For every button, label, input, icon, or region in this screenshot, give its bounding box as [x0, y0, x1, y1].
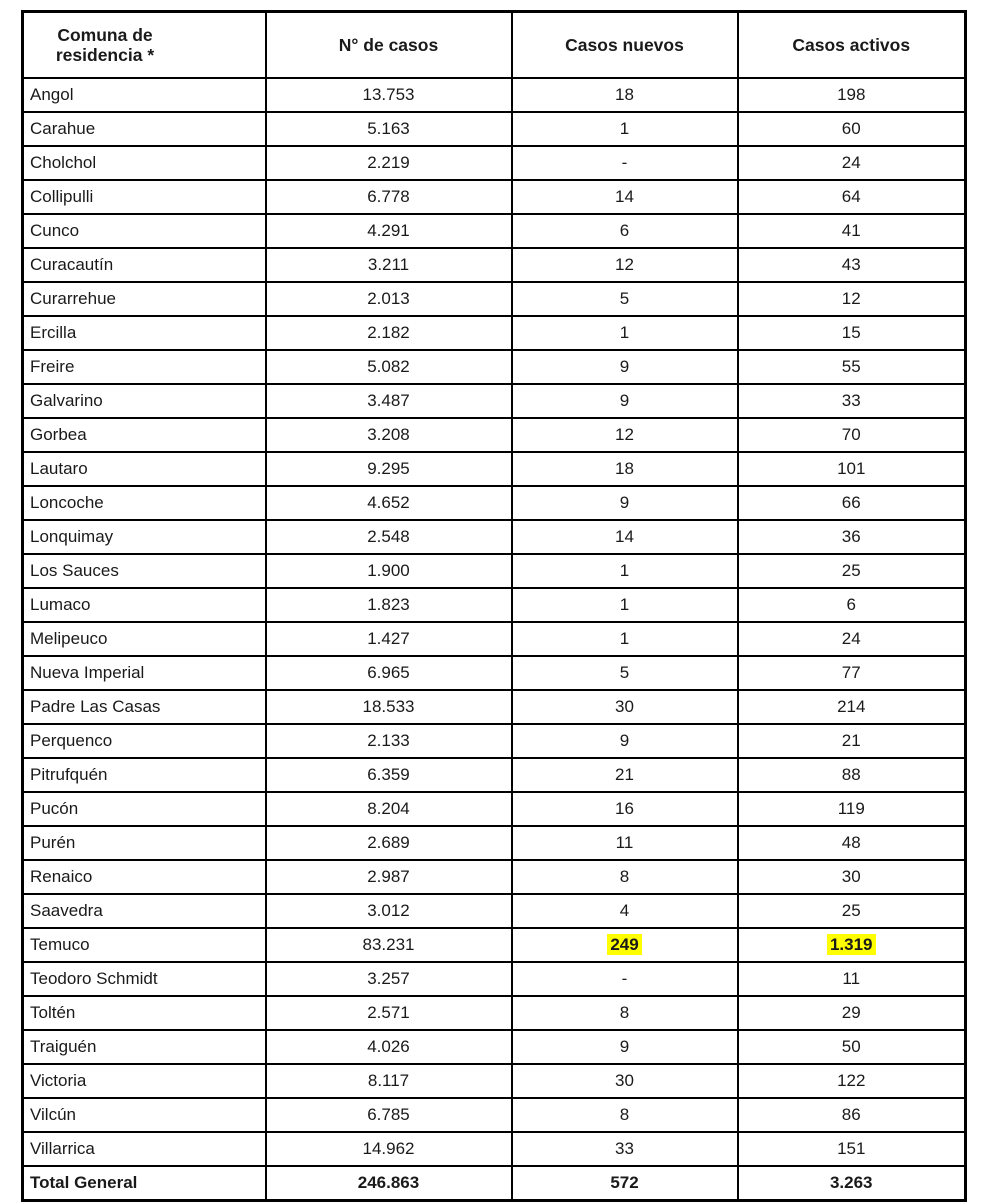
- cases-table-container: [21, 10, 967, 1202]
- cell-activos: 25: [738, 894, 966, 928]
- cell-nuevos: 9: [512, 350, 738, 384]
- table-row: [23, 1064, 966, 1098]
- cell-comuna: Padre Las Casas: [23, 690, 266, 724]
- cell-comuna: Melipeuco: [23, 622, 266, 656]
- cell-nuevos: 11: [512, 826, 738, 860]
- cell-nuevos: 6: [512, 214, 738, 248]
- cell-comuna: Villarrica: [23, 1132, 266, 1166]
- cell-comuna: Lonquimay: [23, 520, 266, 554]
- table-row: [23, 180, 966, 214]
- cell-nuevos: 21: [512, 758, 738, 792]
- cell-activos: 29: [738, 996, 966, 1030]
- cell-casos: 5.163: [266, 112, 512, 146]
- cell-nuevos: -: [512, 962, 738, 996]
- table-row: [23, 350, 966, 384]
- header-casos-activos: Casos activos: [738, 12, 966, 79]
- table-row: [23, 214, 966, 248]
- table-row: [23, 452, 966, 486]
- cell-casos: 3.211: [266, 248, 512, 282]
- table-row: [23, 860, 966, 894]
- cell-comuna: Collipulli: [23, 180, 266, 214]
- cell-activos: 33: [738, 384, 966, 418]
- cell-nuevos: 5: [512, 282, 738, 316]
- cell-nuevos: 12: [512, 418, 738, 452]
- cell-casos: 2.987: [266, 860, 512, 894]
- cell-comuna: Nueva Imperial: [23, 656, 266, 690]
- cell-activos: 48: [738, 826, 966, 860]
- cell-comuna: Temuco: [23, 928, 266, 962]
- cell-casos: 3.208: [266, 418, 512, 452]
- total-label: Total General: [23, 1166, 266, 1201]
- table-row: [23, 316, 966, 350]
- cell-comuna: Cunco: [23, 214, 266, 248]
- cell-casos: 3.487: [266, 384, 512, 418]
- cell-casos: 2.548: [266, 520, 512, 554]
- cell-activos: 36: [738, 520, 966, 554]
- table-row: [23, 826, 966, 860]
- cell-activos: 64: [738, 180, 966, 214]
- cell-activos: 122: [738, 1064, 966, 1098]
- cell-activos: 24: [738, 146, 966, 180]
- cell-casos: 3.012: [266, 894, 512, 928]
- cell-comuna: Loncoche: [23, 486, 266, 520]
- cell-casos: 6.965: [266, 656, 512, 690]
- cell-nuevos: 30: [512, 1064, 738, 1098]
- cell-nuevos: 9: [512, 724, 738, 758]
- cell-casos: 8.117: [266, 1064, 512, 1098]
- cell-casos: 13.753: [266, 78, 512, 112]
- cell-nuevos: 14: [512, 520, 738, 554]
- cell-nuevos: 9: [512, 1030, 738, 1064]
- cell-casos: 6.778: [266, 180, 512, 214]
- cell-comuna: Vilcún: [23, 1098, 266, 1132]
- cell-casos: 4.652: [266, 486, 512, 520]
- cell-activos: 55: [738, 350, 966, 384]
- cell-nuevos: 33: [512, 1132, 738, 1166]
- cell-casos: 2.182: [266, 316, 512, 350]
- cell-activos: 86: [738, 1098, 966, 1132]
- table-row: [23, 690, 966, 724]
- cell-nuevos: 9: [512, 384, 738, 418]
- table-row: [23, 622, 966, 656]
- cell-activos: 50: [738, 1030, 966, 1064]
- table-total-row: [23, 1166, 966, 1201]
- table-header-row: [23, 12, 966, 79]
- cell-activos: 11: [738, 962, 966, 996]
- table-header: [23, 12, 966, 79]
- table-row: [23, 112, 966, 146]
- cell-comuna: Curarrehue: [23, 282, 266, 316]
- table-row: [23, 656, 966, 690]
- cell-comuna: Teodoro Schmidt: [23, 962, 266, 996]
- cell-casos: 2.219: [266, 146, 512, 180]
- cell-nuevos: 8: [512, 860, 738, 894]
- cell-comuna: Carahue: [23, 112, 266, 146]
- cell-casos: 1.823: [266, 588, 512, 622]
- cell-comuna: Victoria: [23, 1064, 266, 1098]
- cell-casos: 6.785: [266, 1098, 512, 1132]
- cell-casos: 6.359: [266, 758, 512, 792]
- cell-nuevos: -: [512, 146, 738, 180]
- cell-nuevos: 4: [512, 894, 738, 928]
- cell-activos: 70: [738, 418, 966, 452]
- table-row: [23, 78, 966, 112]
- cell-casos: 14.962: [266, 1132, 512, 1166]
- cell-casos: 9.295: [266, 452, 512, 486]
- cell-nuevos: 18: [512, 452, 738, 486]
- header-n-de-casos: N° de casos: [266, 12, 512, 79]
- cell-comuna: Saavedra: [23, 894, 266, 928]
- cell-activos: 24: [738, 622, 966, 656]
- cell-activos: 119: [738, 792, 966, 826]
- cell-nuevos: 1: [512, 554, 738, 588]
- cell-activos: 77: [738, 656, 966, 690]
- cell-nuevos: 8: [512, 1098, 738, 1132]
- cell-casos: 5.082: [266, 350, 512, 384]
- cell-comuna: Toltén: [23, 996, 266, 1030]
- cell-nuevos: 12: [512, 248, 738, 282]
- cell-casos: 3.257: [266, 962, 512, 996]
- cell-casos: 2.571: [266, 996, 512, 1030]
- cell-nuevos: 1: [512, 622, 738, 656]
- cell-activos: 12: [738, 282, 966, 316]
- table-row: [23, 384, 966, 418]
- table-row: [23, 554, 966, 588]
- cell-casos: 18.533: [266, 690, 512, 724]
- cell-nuevos: 1: [512, 588, 738, 622]
- cell-casos: 4.291: [266, 214, 512, 248]
- cell-casos: 1.427: [266, 622, 512, 656]
- total-casos-nuevos: 572: [512, 1166, 738, 1201]
- table-body: [23, 78, 966, 1166]
- cell-activos: 198: [738, 78, 966, 112]
- table-row: [23, 1098, 966, 1132]
- header-casos-nuevos: Casos nuevos: [512, 12, 738, 79]
- table-row: [23, 248, 966, 282]
- cell-comuna: Angol: [23, 78, 266, 112]
- cell-nuevos: 14: [512, 180, 738, 214]
- cell-casos: 2.689: [266, 826, 512, 860]
- table-row: [23, 894, 966, 928]
- cell-casos: 4.026: [266, 1030, 512, 1064]
- cell-comuna: Galvarino: [23, 384, 266, 418]
- cell-comuna: Pucón: [23, 792, 266, 826]
- cell-nuevos: 1: [512, 316, 738, 350]
- table-row: [23, 724, 966, 758]
- table-row: [23, 962, 966, 996]
- table-row: [23, 418, 966, 452]
- cell-casos: 2.013: [266, 282, 512, 316]
- table-row: [23, 928, 966, 962]
- cell-activos: 88: [738, 758, 966, 792]
- cell-comuna: Los Sauces: [23, 554, 266, 588]
- cell-activos: 25: [738, 554, 966, 588]
- table-row: [23, 1030, 966, 1064]
- cell-nuevos: 30: [512, 690, 738, 724]
- cell-comuna: Ercilla: [23, 316, 266, 350]
- cell-comuna: Renaico: [23, 860, 266, 894]
- cell-activos: 41: [738, 214, 966, 248]
- cell-nuevos: [512, 928, 738, 962]
- cell-comuna: Lumaco: [23, 588, 266, 622]
- highlighted-value: 249: [607, 934, 641, 955]
- cell-comuna: Cholchol: [23, 146, 266, 180]
- cell-nuevos: 16: [512, 792, 738, 826]
- cases-by-comuna-table: [21, 10, 967, 1202]
- cell-casos: 2.133: [266, 724, 512, 758]
- cell-activos: 43: [738, 248, 966, 282]
- total-casos-activos: 3.263: [738, 1166, 966, 1201]
- cell-casos: 1.900: [266, 554, 512, 588]
- cell-activos: [738, 928, 966, 962]
- table-row: [23, 486, 966, 520]
- cell-comuna: Perquenco: [23, 724, 266, 758]
- cell-comuna: Pitrufquén: [23, 758, 266, 792]
- header-comuna-label: Comuna de residencia *: [55, 24, 155, 65]
- cell-comuna: Purén: [23, 826, 266, 860]
- cell-activos: 151: [738, 1132, 966, 1166]
- table-row: [23, 1132, 966, 1166]
- table-row: [23, 588, 966, 622]
- cell-activos: 214: [738, 690, 966, 724]
- table-row: [23, 282, 966, 316]
- cell-nuevos: 1: [512, 112, 738, 146]
- table-row: [23, 758, 966, 792]
- cell-casos: 83.231: [266, 928, 512, 962]
- table-row: [23, 996, 966, 1030]
- cell-activos: 30: [738, 860, 966, 894]
- table-row: [23, 520, 966, 554]
- cell-nuevos: 9: [512, 486, 738, 520]
- cell-activos: 101: [738, 452, 966, 486]
- cell-comuna: Curacautín: [23, 248, 266, 282]
- cell-activos: 21: [738, 724, 966, 758]
- cell-casos: 8.204: [266, 792, 512, 826]
- cell-comuna: Lautaro: [23, 452, 266, 486]
- cell-nuevos: 18: [512, 78, 738, 112]
- cell-activos: 66: [738, 486, 966, 520]
- total-casos: 246.863: [266, 1166, 512, 1201]
- cell-nuevos: 5: [512, 656, 738, 690]
- cell-activos: 60: [738, 112, 966, 146]
- table-footer: [23, 1166, 966, 1201]
- cell-comuna: Traiguén: [23, 1030, 266, 1064]
- table-row: [23, 792, 966, 826]
- header-comuna: [23, 12, 266, 79]
- cell-comuna: Freire: [23, 350, 266, 384]
- cell-comuna: Gorbea: [23, 418, 266, 452]
- cell-activos: 15: [738, 316, 966, 350]
- cell-activos: 6: [738, 588, 966, 622]
- highlighted-value: 1.319: [827, 934, 876, 955]
- cell-nuevos: 8: [512, 996, 738, 1030]
- table-row: [23, 146, 966, 180]
